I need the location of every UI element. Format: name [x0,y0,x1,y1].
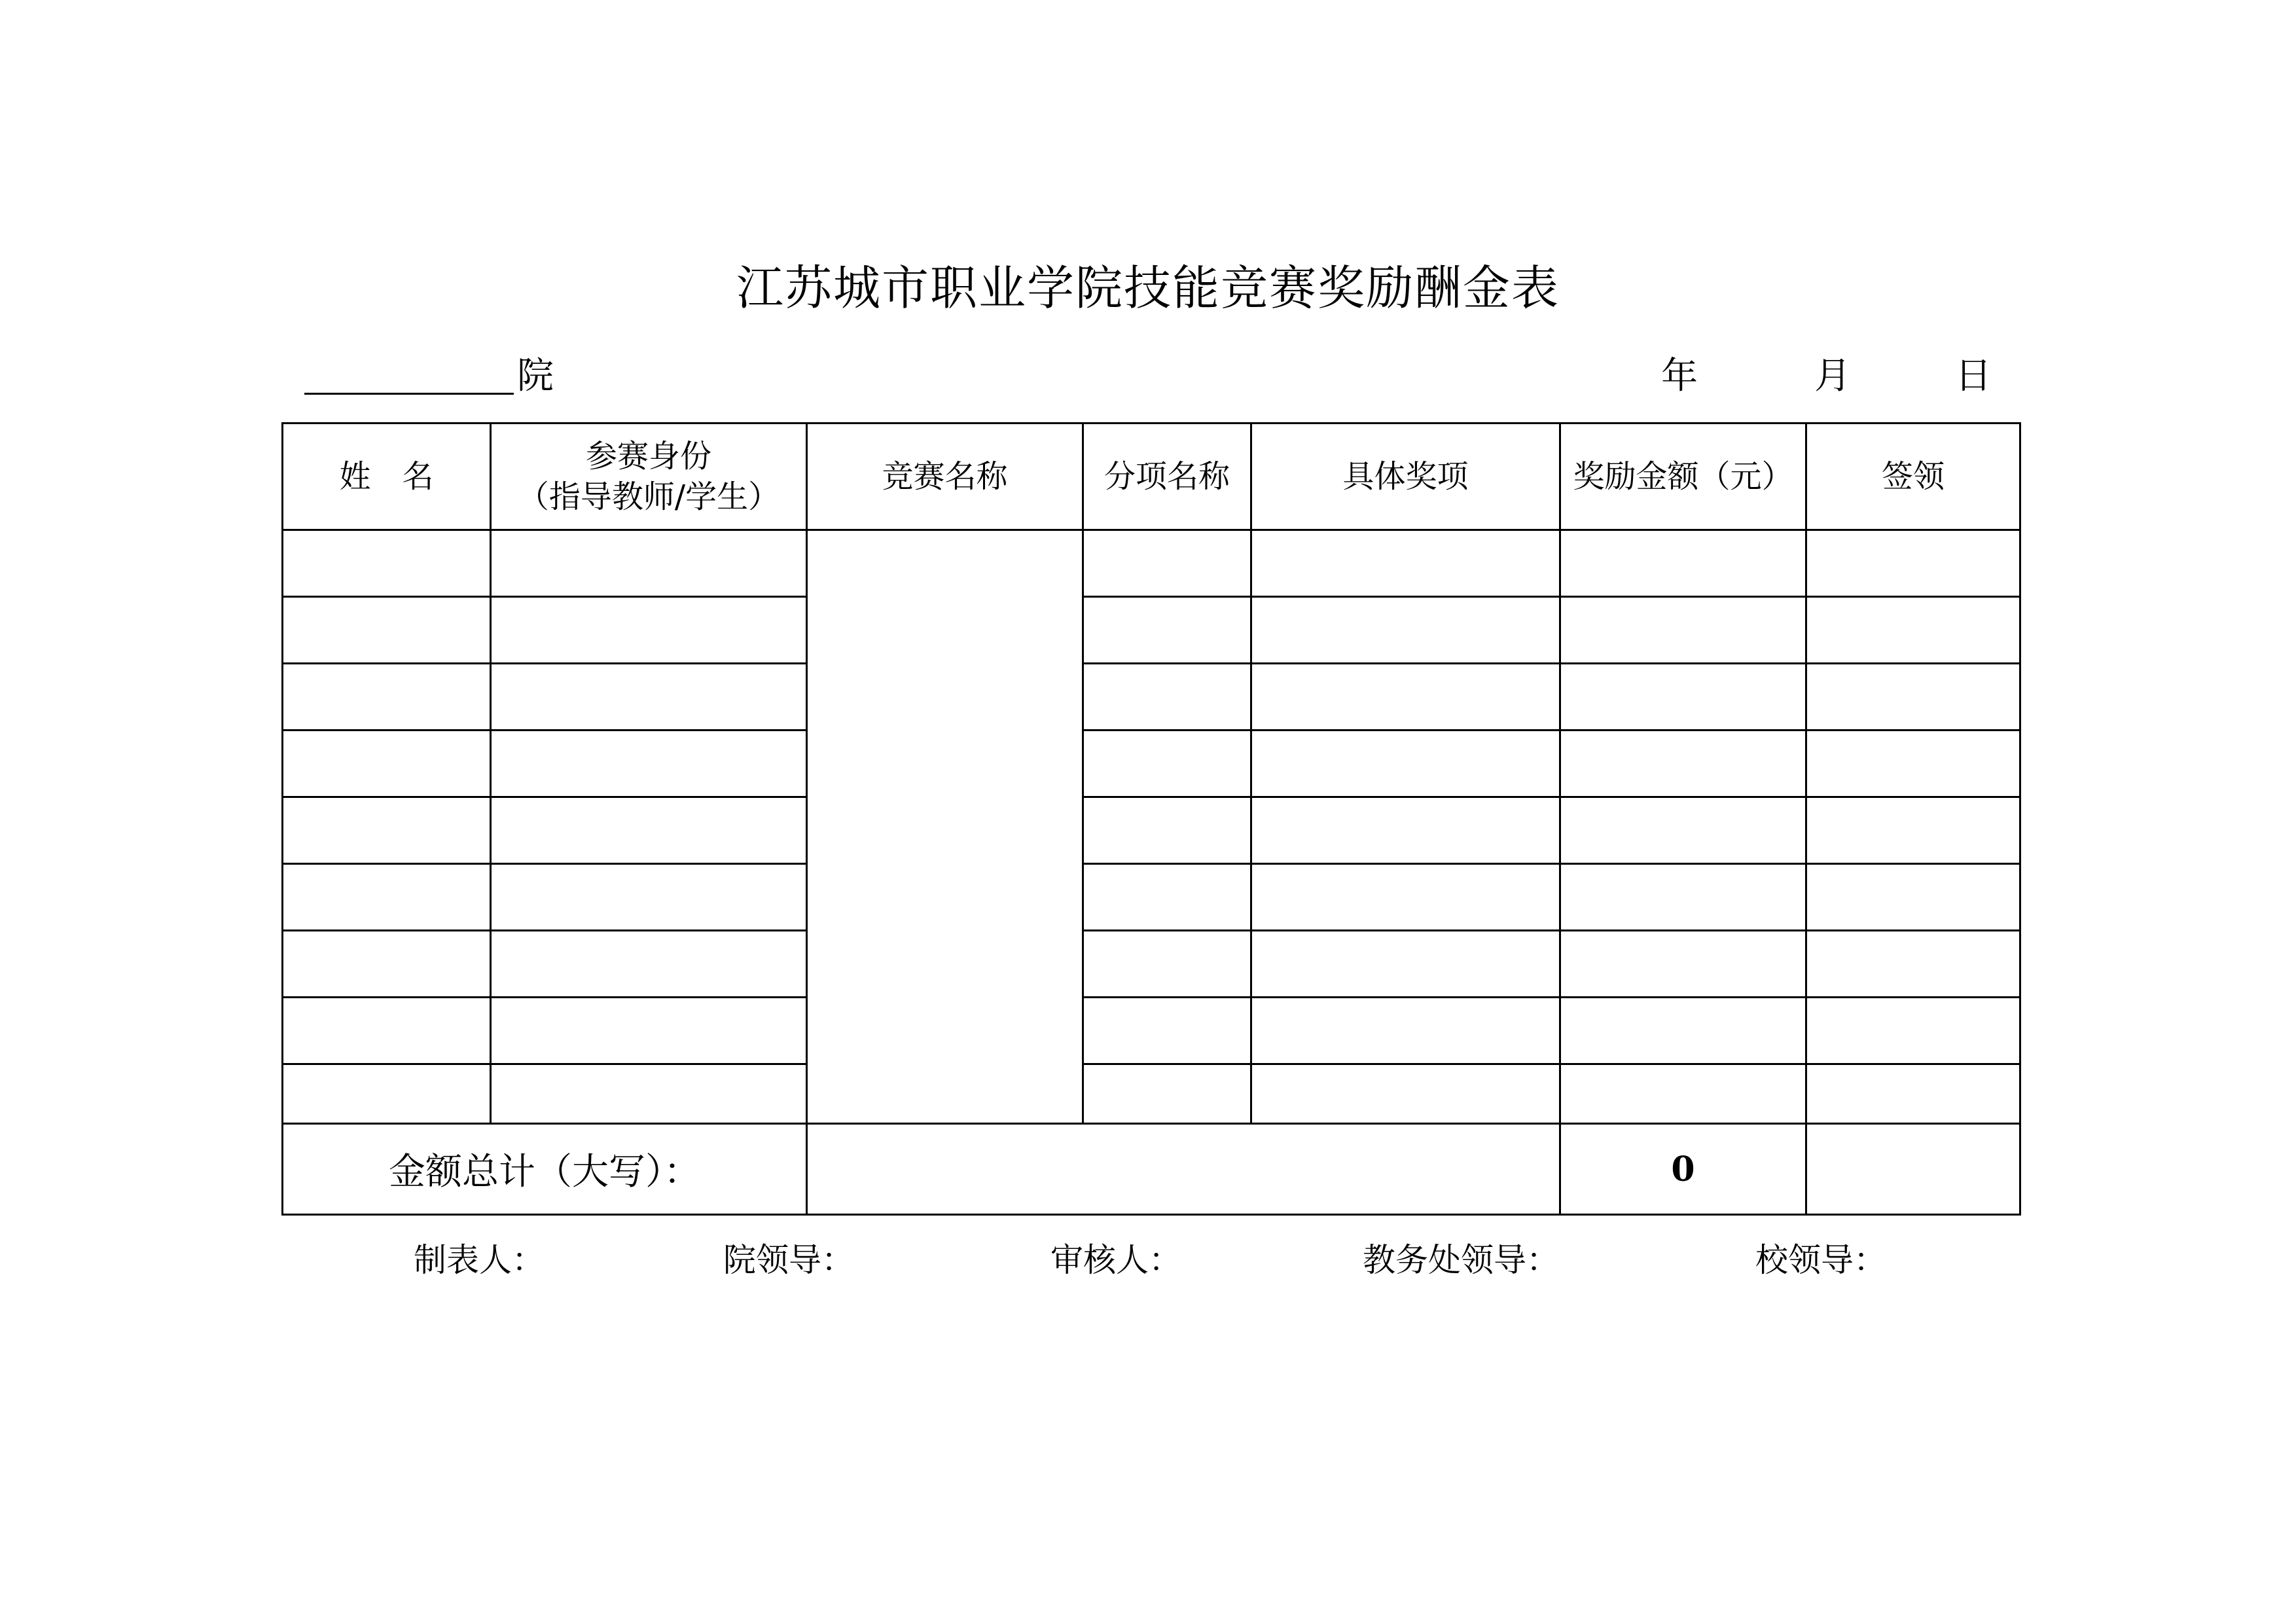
amount-cell[interactable] [1560,931,1806,998]
total-amount: 0 [1560,1124,1806,1215]
name-cell[interactable] [283,530,491,597]
name-cell[interactable] [283,998,491,1064]
name-cell[interactable] [283,1064,491,1124]
sign-cell[interactable] [1806,931,2020,998]
role-cell[interactable] [491,731,807,797]
name-cell[interactable] [283,664,491,731]
total-label: 金额总计（大写）： [283,1124,807,1215]
date-year-label: 年 [1661,355,1698,397]
table-row [283,864,2020,931]
subitem-cell[interactable] [1083,797,1251,864]
name-cell[interactable] [283,731,491,797]
col-header-role-line1: 参赛身份 [585,438,711,475]
table-header-row [283,424,2020,530]
col-header-name: 姓 名 [283,424,491,530]
subitem-cell[interactable] [1083,998,1251,1064]
role-cell[interactable] [491,931,807,998]
total-row [283,1124,2020,1215]
amount-cell[interactable] [1560,797,1806,864]
subitem-cell[interactable] [1083,664,1251,731]
award-cell[interactable] [1251,998,1560,1064]
amount-cell[interactable] [1560,731,1806,797]
table-row [283,731,2020,797]
award-cell[interactable] [1251,931,1560,998]
signature-footer [0,1237,2296,1283]
col-header-competition: 竞赛名称 [807,424,1083,530]
col-header-role-line2: （指导教师/学生） [517,478,780,515]
reward-table [281,422,2021,1216]
name-cell[interactable] [283,797,491,864]
amount-cell[interactable] [1560,864,1806,931]
sign-cell[interactable] [1806,864,2020,931]
name-cell[interactable] [283,864,491,931]
dept-leader-label: 院领导： [723,1241,854,1279]
form-title: 江苏城市职业学院技能竞赛奖励酬金表 [736,261,1560,316]
role-cell[interactable] [491,797,807,864]
amount-cell[interactable] [1560,664,1806,731]
academic-affairs-leader-label: 教务处领导： [1363,1241,1559,1279]
form-header [281,347,2015,406]
name-cell[interactable] [283,597,491,664]
department-blank-field[interactable] [304,393,514,395]
role-cell[interactable] [491,998,807,1064]
col-header-amount: 奖励金额（元） [1560,424,1806,530]
competition-cell[interactable] [807,530,1083,1124]
date-month-label: 月 [1814,355,1851,397]
date-day-label: 日 [1955,355,1992,397]
amount-cell[interactable] [1560,530,1806,597]
role-cell[interactable] [491,664,807,731]
subitem-cell[interactable] [1083,931,1251,998]
subitem-cell[interactable] [1083,731,1251,797]
award-cell[interactable] [1251,530,1560,597]
table-row [283,597,2020,664]
table-row [283,797,2020,864]
table-row [283,998,2020,1064]
subitem-cell[interactable] [1083,1064,1251,1124]
award-cell[interactable] [1251,597,1560,664]
name-cell[interactable] [283,931,491,998]
sign-cell[interactable] [1806,597,2020,664]
award-cell[interactable] [1251,797,1560,864]
subitem-cell[interactable] [1083,864,1251,931]
col-header-sign: 签领 [1806,424,2020,530]
amount-cell[interactable] [1560,1064,1806,1124]
preparer-label: 制表人： [414,1241,545,1279]
col-header-award: 具体奖项 [1251,424,1560,530]
sign-cell[interactable] [1806,797,2020,864]
subitem-cell[interactable] [1083,530,1251,597]
award-cell[interactable] [1251,1064,1560,1124]
sign-cell[interactable] [1806,530,2020,597]
reviewer-label: 审核人： [1050,1241,1181,1279]
role-cell[interactable] [491,530,807,597]
department-label: 院 [517,355,554,397]
role-cell[interactable] [491,597,807,664]
table-row [283,931,2020,998]
total-sign-cell[interactable] [1806,1124,2020,1215]
subitem-cell[interactable] [1083,597,1251,664]
total-words-cell[interactable] [807,1124,1560,1215]
amount-cell[interactable] [1560,597,1806,664]
award-cell[interactable] [1251,864,1560,931]
col-header-role [491,424,807,530]
sign-cell[interactable] [1806,731,2020,797]
sign-cell[interactable] [1806,998,2020,1064]
award-cell[interactable] [1251,731,1560,797]
amount-cell[interactable] [1560,998,1806,1064]
sign-cell[interactable] [1806,664,2020,731]
award-cell[interactable] [1251,664,1560,731]
table-row [283,530,2020,597]
sign-cell[interactable] [1806,1064,2020,1124]
school-leader-label: 校领导： [1755,1241,1886,1279]
role-cell[interactable] [491,1064,807,1124]
table-row [283,1064,2020,1124]
col-header-subitem: 分项名称 [1083,424,1251,530]
table-row [283,664,2020,731]
role-cell[interactable] [491,864,807,931]
